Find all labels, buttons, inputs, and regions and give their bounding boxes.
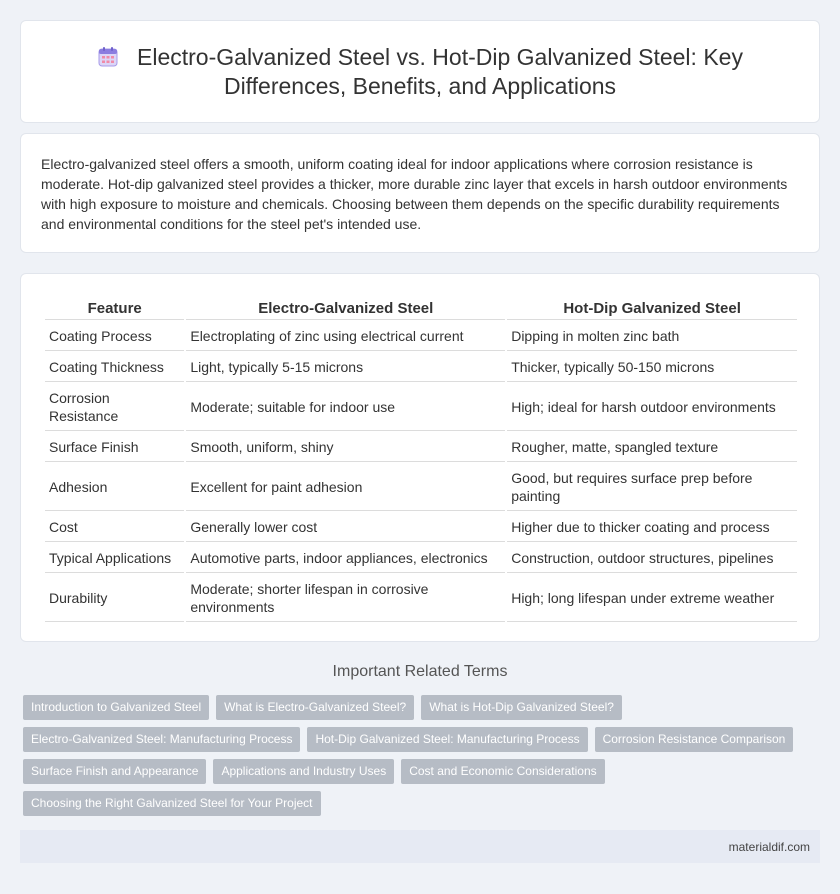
- cell-feature: Coating Thickness: [45, 353, 184, 382]
- cell-feature: Durability: [45, 575, 184, 622]
- cell-hotdip: High; long lifespan under extreme weather: [507, 575, 797, 622]
- cell-electro: Generally lower cost: [186, 513, 505, 542]
- tag-row: [23, 759, 803, 784]
- footer: [20, 830, 820, 863]
- header-electro: Electro-Galvanized Steel: [186, 298, 505, 320]
- related-term-tag[interactable]: Applications and Industry Uses: [213, 759, 394, 784]
- cell-feature: Corrosion Resistance: [45, 384, 184, 431]
- cell-hotdip: Rougher, matte, spangled texture: [507, 433, 797, 462]
- comparison-table: [43, 296, 799, 624]
- cell-hotdip: Dipping in molten zinc bath: [507, 322, 797, 351]
- table-row: [45, 353, 797, 382]
- cell-feature: Coating Process: [45, 322, 184, 351]
- related-term-tag[interactable]: Cost and Economic Considerations: [401, 759, 604, 784]
- page-title-text: Electro-Galvanized Steel vs. Hot-Dip Galvanized Steel: Key Differences, Benefits, and Applications: [137, 44, 743, 99]
- table-row: [45, 464, 797, 511]
- table-header-row: [45, 298, 797, 320]
- tag-row: [23, 791, 803, 816]
- title-wrap: [21, 43, 819, 101]
- table-row: [45, 433, 797, 462]
- table-row: [45, 513, 797, 542]
- table-row: [45, 544, 797, 573]
- related-term-tag[interactable]: What is Electro-Galvanized Steel?: [216, 695, 414, 720]
- cell-electro: Moderate; suitable for indoor use: [186, 384, 505, 431]
- related-terms-list: [23, 695, 803, 823]
- cell-hotdip: Construction, outdoor structures, pipelines: [507, 544, 797, 573]
- header-hotdip: Hot-Dip Galvanized Steel: [507, 298, 797, 320]
- cell-hotdip: Thicker, typically 50-150 microns: [507, 353, 797, 382]
- related-terms-title: Important Related Terms: [332, 663, 508, 680]
- related-term-tag[interactable]: Choosing the Right Galvanized Steel for Your Project: [23, 791, 321, 816]
- cell-electro: Automotive parts, indoor appliances, electronics: [186, 544, 505, 573]
- cell-hotdip: High; ideal for harsh outdoor environments: [507, 384, 797, 431]
- related-term-tag[interactable]: What is Hot-Dip Galvanized Steel?: [421, 695, 622, 720]
- comparison-card: [20, 273, 820, 642]
- table-row: [45, 575, 797, 622]
- related-term-tag[interactable]: Electro-Galvanized Steel: Manufacturing Process: [23, 727, 300, 752]
- cell-feature: Typical Applications: [45, 544, 184, 573]
- cell-hotdip: Good, but requires surface prep before painting: [507, 464, 797, 511]
- footer-site-link[interactable]: materialdif.com: [728, 840, 810, 854]
- cell-electro: Moderate; shorter lifespan in corrosive environments: [186, 575, 505, 622]
- related-term-tag[interactable]: Surface Finish and Appearance: [23, 759, 206, 784]
- cell-feature: Cost: [45, 513, 184, 542]
- cell-feature: Surface Finish: [45, 433, 184, 462]
- calendar-icon: [97, 46, 119, 68]
- title-card: [20, 20, 820, 123]
- related-term-tag[interactable]: Corrosion Resistance Comparison: [595, 727, 794, 752]
- cell-hotdip: Higher due to thicker coating and process: [507, 513, 797, 542]
- table-row: [45, 384, 797, 431]
- tag-row: [23, 695, 803, 720]
- header-feature: Feature: [45, 298, 184, 320]
- cell-electro: Electroplating of zinc using electrical current: [186, 322, 505, 351]
- cell-feature: Adhesion: [45, 464, 184, 511]
- table-row: [45, 322, 797, 351]
- related-term-tag[interactable]: Hot-Dip Galvanized Steel: Manufacturing Process: [307, 727, 587, 752]
- intro-paragraph: Electro-galvanized steel offers a smooth, uniform coating ideal for indoor applications where corrosion resistance is moderate. Hot-dip galvanized steel provides a thicker, more durable zinc layer that excels in harsh outdoor environments with high exposure to moisture and chemicals. Choosing between them depends on the specific durability requirements and environmental conditions for the steel pet's intended use.: [41, 156, 788, 232]
- cell-electro: Light, typically 5-15 microns: [186, 353, 505, 382]
- page-title: [81, 43, 759, 101]
- intro-card: [20, 133, 820, 253]
- cell-electro: Excellent for paint adhesion: [186, 464, 505, 511]
- tag-row: [23, 727, 803, 752]
- related-term-tag[interactable]: Introduction to Galvanized Steel: [23, 695, 209, 720]
- cell-electro: Smooth, uniform, shiny: [186, 433, 505, 462]
